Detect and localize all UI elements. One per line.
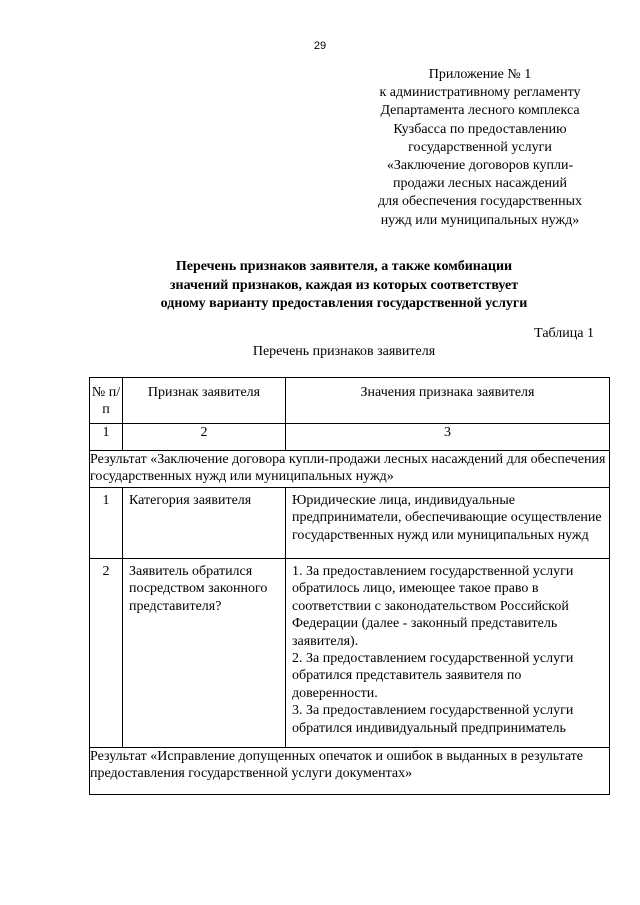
appendix-line: продажи лесных насаждений <box>392 176 568 192</box>
table-row <box>90 559 610 748</box>
index-cell: 1 <box>90 424 123 451</box>
appendix-line: Приложение № 1 <box>428 67 532 82</box>
row-sign: Заявитель обратился посредством законного представителя? <box>123 559 286 748</box>
appendix-line: государственной услуги <box>408 139 552 155</box>
appendix-line: Кузбасса по предоставлению <box>393 121 567 137</box>
result-row <box>90 748 610 795</box>
row-values <box>286 488 610 559</box>
index-cell: 2 <box>123 424 286 451</box>
value-text: 1. За предоставлением государственной услуги обратилось лицо, имеющее такое право в соответствии с законодательством Российской Федерации (далее - законный представитель заявителя). <box>292 564 574 649</box>
appendix-line: для обеспечения государственных <box>378 194 582 210</box>
header-number: № п/п <box>90 378 123 424</box>
appendix-line: Департамента лесного комплекса <box>380 103 580 119</box>
value-text: 2. За предоставлением государственной услуги обратился представитель заявителя по доверенности. <box>292 651 574 701</box>
result-text: Результат «Исправление допущенных опечаток и ошибок в выданных в результате предоставления государственной услуги документах» <box>90 748 610 795</box>
row-values <box>286 559 610 748</box>
table-number: Таблица 1 <box>534 326 594 341</box>
appendix-line: нужд или муниципальных нужд» <box>380 212 580 228</box>
title-line: Перечень признаков заявителя, а также комбинации <box>175 259 513 274</box>
appendix-line: к административному регламенту <box>379 85 581 101</box>
header-values: Значения признака заявителя <box>286 378 610 424</box>
table-caption: Перечень признаков заявителя <box>252 344 436 359</box>
title-line: одному варианту предоставления государственной услуги <box>160 296 528 311</box>
title-line: значений признаков, каждая из которых соответствует <box>169 277 519 293</box>
index-cell: 3 <box>286 424 610 451</box>
page-number: 29 <box>313 40 327 52</box>
row-number: 1 <box>90 488 123 559</box>
result-text: Результат «Заключение договора купли-продажи лесных насаждений для обеспечения государственных нужд или муниципальных нужд» <box>90 451 610 488</box>
column-index-row <box>90 424 610 451</box>
value-text: 3. За предоставлением государственной услуги обратился индивидуальный предприниматель <box>292 703 574 736</box>
row-number: 2 <box>90 559 123 748</box>
applicant-signs-table <box>89 377 610 795</box>
appendix-line: «Заключение договоров купли- <box>386 158 574 174</box>
table-row <box>90 488 610 559</box>
appendix-header <box>356 66 604 230</box>
table-header-row <box>90 378 610 424</box>
header-sign: Признак заявителя <box>123 378 286 424</box>
row-sign: Категория заявителя <box>123 488 286 559</box>
value-text: Юридические лица, индивидуальные предприниматели, обеспечивающие осуществление государственных нужд или муниципальных нужд <box>292 493 602 543</box>
document-title <box>60 258 628 314</box>
result-row <box>90 451 610 488</box>
